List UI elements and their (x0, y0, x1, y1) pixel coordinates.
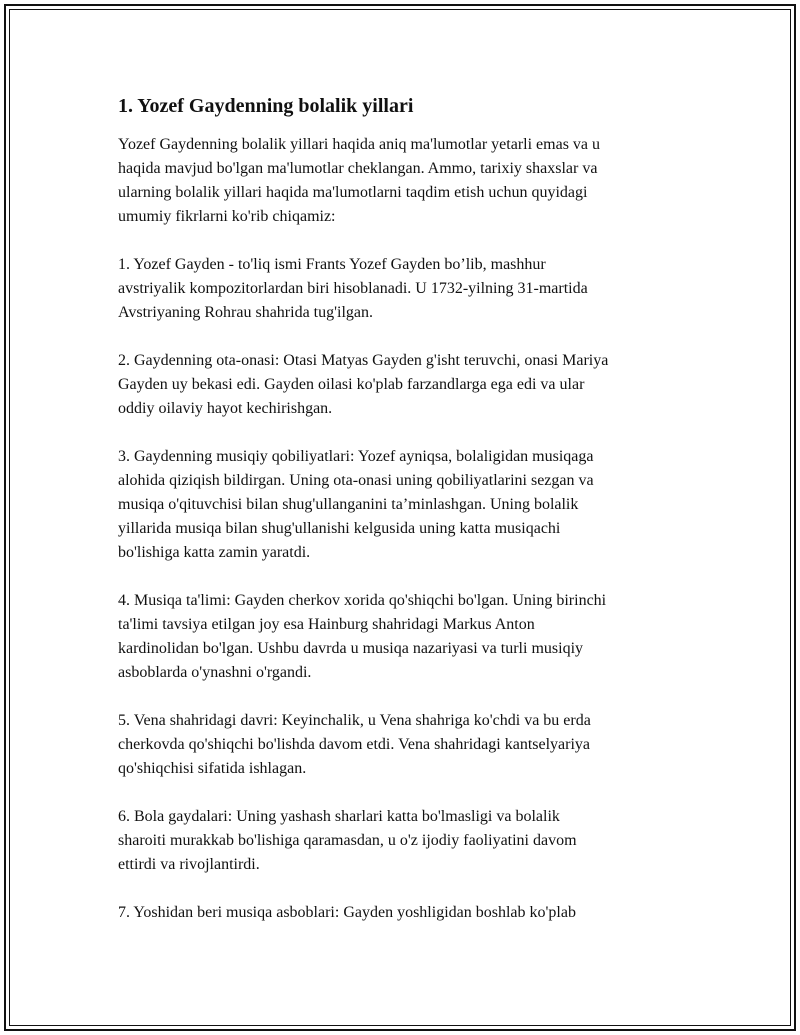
paragraph-item-7: 7. Yoshidan beri musiqa asboblari: Gayden yoshligidan boshlab ko'plab (118, 904, 576, 921)
paragraph-item-5: 5. Vena shahridagi davri: Keyinchalik, u Vena shahriga ko'chdi va bu erda cherkovda qo'shiqchi bo'lishda davom etdi. Vena shahridagi kantselyariya qo'shiqchisi sifatida ishlagan. (118, 712, 591, 777)
paragraph-item-4: 4. Musiqa ta'limi: Gayden cherkov xorida qo'shiqchi bo'lgan. Uning birinchi ta'limi tavsiya etilgan joy esa Hainburg shahridagi Markus Anton kardinolidan bo'lgan. Ushbu davrda u musiqa nazariyasi va turli musiqiy asboblarda o'ynashni o'rgandi. (118, 592, 607, 681)
paragraph-item-3: 3. Gaydenning musiqiy qobiliyatlari: Yozef ayniqsa, bolaligidan musiqaga alohida qiziqish bildirgan. Uning ota-onasi uning qobiliyatlarini sezgan va musiqa o'qituvchisi bilan shug'ullanganini ta’minlashgan. Uning bolalik yillarida musiqa bilan shug'ullanishi kelgusida uning katta musiqachi bo'lishiga katta zamin yaratdi. (118, 448, 594, 561)
paragraph-item-1: 1. Yozef Gayden - to'liq ismi Frants Yozef Gayden bo’lib, mashhur avstriyalik kompozitorlardan biri hisoblanadi. U 1732-yilning 31-martida Avstriyaning Rohrau shahrida tug'ilgan. (118, 256, 588, 321)
intro-paragraph: Yozef Gaydenning bolalik yillari haqida aniq ma'lumotlar yetarli emas va u haqida mavjud bo'lgan ma'lumotlar cheklangan. Ammo, tarixiy shaxslar va ularning bolalik yillari haqida ma'lumotlarni taqdim etish uchun quyidagi umumiy fikrlarni ko'rib chiqamiz: (118, 136, 601, 225)
section-heading: 1. Yozef Gaydenning bolalik yillari (118, 95, 414, 117)
paragraph-item-6: 6. Bola gaydalari: Uning yashash sharlari katta bo'lmasligi va bolalik sharoiti murakkab bo'lishiga qaramasdan, u o'z ijodiy faoliyatini davom ettirdi va rivojlantirdi. (118, 808, 577, 873)
paragraph-item-2: 2. Gaydenning ota-onasi: Otasi Matyas Gayden g'isht teruvchi, onasi Mariya Gayden uy bekasi edi. Gayden oilasi ko'plab farzandlarga ega edi va ular oddiy oilaviy hayot kechirishgan. (118, 352, 609, 417)
document-body (118, 93, 688, 949)
